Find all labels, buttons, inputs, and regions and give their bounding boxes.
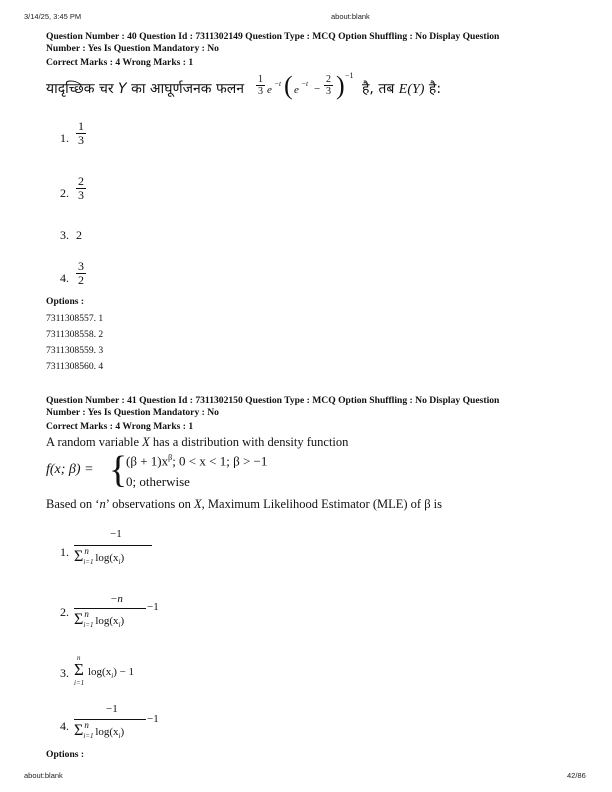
q40-question-end: है:	[428, 81, 442, 97]
q41-based-var: X	[194, 497, 202, 511]
density-case2: 0; otherwise	[126, 474, 190, 489]
mgf-coef-num: 1	[258, 74, 263, 85]
sum-symbol: Σ	[74, 611, 84, 628]
q41-intro-a: A random variable	[46, 435, 140, 449]
q40-option-1-numerator: 1	[78, 119, 84, 133]
mgf-exp2: −t	[301, 79, 309, 88]
q41-option-2[interactable]	[60, 593, 180, 639]
q40-question-mid: का आघूर्णजनक फलन	[131, 81, 245, 97]
mgf-frac-den: 3	[326, 86, 331, 97]
log-sub: i	[118, 732, 121, 741]
q40-option-1-number: 1.	[60, 131, 69, 145]
mgf-frac-num: 2	[326, 74, 331, 85]
sum-upper: n	[84, 609, 89, 619]
q40-option-1-denominator: 3	[78, 133, 84, 147]
q41-option-2-number: 2.	[60, 605, 69, 619]
q40-option-4-number: 4.	[60, 271, 69, 285]
log-close: )	[120, 552, 125, 564]
sum-lower: i=1	[74, 679, 85, 687]
q41-intro-b: has a distribution with density function	[152, 435, 349, 449]
q41-option-4[interactable]	[60, 703, 180, 749]
log-close: )	[120, 615, 125, 627]
sum-lower: i=1	[83, 621, 94, 629]
q41-option-4-tail: −1	[147, 713, 159, 725]
log-sub: i	[118, 558, 121, 567]
q41-based-on	[46, 497, 442, 512]
print-datetime: 3/14/25, 3:45 PM	[24, 12, 82, 21]
q41-option-4-numerator: −1	[106, 703, 118, 715]
q41-options-label: Options :	[46, 749, 85, 760]
mgf-coef-den: 3	[258, 86, 263, 97]
q40-meta-line2: Number : Yes Is Question Mandatory : No	[46, 43, 219, 54]
mgf-outer-exp: −1	[345, 71, 354, 80]
q41-option-2-tail: −1	[147, 601, 159, 613]
mgf-minus: −	[314, 83, 321, 95]
q40-option-2-numerator: 2	[78, 174, 84, 188]
q41-option-3-number: 3.	[60, 666, 69, 680]
q40-option-id-4: 7311308560. 4	[46, 361, 104, 372]
log-sub: i	[118, 621, 121, 630]
q40-option-3[interactable]	[60, 228, 100, 244]
q41-option-3-tail: ) − 1	[113, 666, 135, 678]
q41-intro	[46, 435, 348, 450]
q40-mgf-formula: 1 3 e −t ( e −t − 2 3 ) −1	[258, 71, 354, 100]
q41-option-1[interactable]	[60, 528, 180, 574]
q40-question	[46, 71, 566, 105]
mgf-e2: e	[294, 84, 299, 96]
q41-based-a: Based on ‘	[46, 497, 100, 511]
q41-based-b: ’ observations on	[105, 497, 191, 511]
sum-symbol: Σ	[74, 722, 84, 739]
q40-option-id-2: 7311308558. 2	[46, 329, 104, 340]
q41-option-3[interactable]	[60, 654, 180, 692]
density-case1: (β + 1)x	[126, 453, 169, 469]
density-case1-exp: β	[168, 453, 173, 462]
mgf-exp1: −t	[274, 79, 282, 88]
q40-option-4[interactable]	[60, 260, 100, 296]
q40-question-prefix: यादृच्छिक चर	[46, 81, 114, 97]
q40-meta-line3: Correct Marks : 4 Wrong Marks : 1	[46, 57, 194, 68]
q41-option-4-number: 4.	[60, 719, 69, 733]
footer-url: about:blank	[24, 771, 63, 780]
log-expr: log(x	[95, 552, 119, 564]
mgf-e1: e	[267, 84, 272, 96]
sum-lower: i=1	[83, 558, 94, 566]
sum-upper: n	[84, 720, 89, 730]
q40-option-3-text: 2	[76, 228, 82, 242]
print-url: about:blank	[331, 12, 370, 21]
log-expr: log(x	[95, 726, 119, 738]
q40-option-2-number: 2.	[60, 186, 69, 200]
q41-meta-line1: Question Number : 41 Question Id : 7311302150 Question Type : MCQ Option Shuffling : No Display Question	[46, 395, 500, 406]
q40-option-id-3: 7311308559. 3	[46, 345, 104, 356]
density-lhs: f(x; β) =	[46, 462, 94, 477]
sum-symbol: Σ	[74, 660, 84, 679]
q40-ey: E(Y)	[398, 82, 425, 97]
log-sub: i	[111, 672, 114, 681]
page-number: 42/86	[567, 771, 586, 780]
q40-option-1[interactable]	[60, 120, 100, 156]
log-expr: log(x	[95, 615, 119, 627]
q41-intro-var: X	[142, 435, 150, 449]
q40-var-y: Y	[118, 81, 127, 97]
q41-option-2-numerator: −n	[110, 593, 123, 605]
q41-option-1-numerator: −1	[110, 528, 122, 540]
q41-density-function: f(x; β) = { $(\beta + 1)x^\beta$; 0 < x < 1; β > −1 0; otherwise	[46, 449, 268, 491]
q40-option-2-denominator: 3	[78, 188, 84, 202]
q40-option-3-number: 3.	[60, 228, 69, 242]
q40-option-id-1: 7311308557. 1	[46, 313, 104, 324]
q40-option-4-denominator: 2	[78, 273, 84, 287]
sum-lower: i=1	[83, 732, 94, 740]
q41-based-c: , Maximum Likelihood Estimator (MLE) of β is	[201, 497, 443, 511]
q41-meta-line3: Correct Marks : 4 Wrong Marks : 1	[46, 421, 194, 432]
log-close: )	[120, 726, 125, 738]
sum-symbol: Σ	[74, 548, 84, 565]
q40-option-4-numerator: 3	[78, 259, 84, 273]
q40-question-suffix: है, तब	[362, 81, 395, 97]
density-case1-cond: ; 0 < x < 1; β > −1	[172, 453, 268, 469]
q41-option-3-expr: log(x	[88, 666, 112, 678]
q41-option-1-number: 1.	[60, 545, 69, 559]
q40-option-2[interactable]	[60, 175, 100, 211]
q40-meta-line1: Question Number : 40 Question Id : 7311302149 Question Type : MCQ Option Shuffling : No Display Question	[46, 31, 500, 42]
q40-options-label: Options :	[46, 296, 85, 307]
q41-meta-line2: Number : Yes Is Question Mandatory : No	[46, 407, 219, 418]
q41-based-n: n	[99, 497, 106, 511]
sum-upper: n	[77, 654, 81, 662]
sum-upper: n	[84, 546, 89, 556]
